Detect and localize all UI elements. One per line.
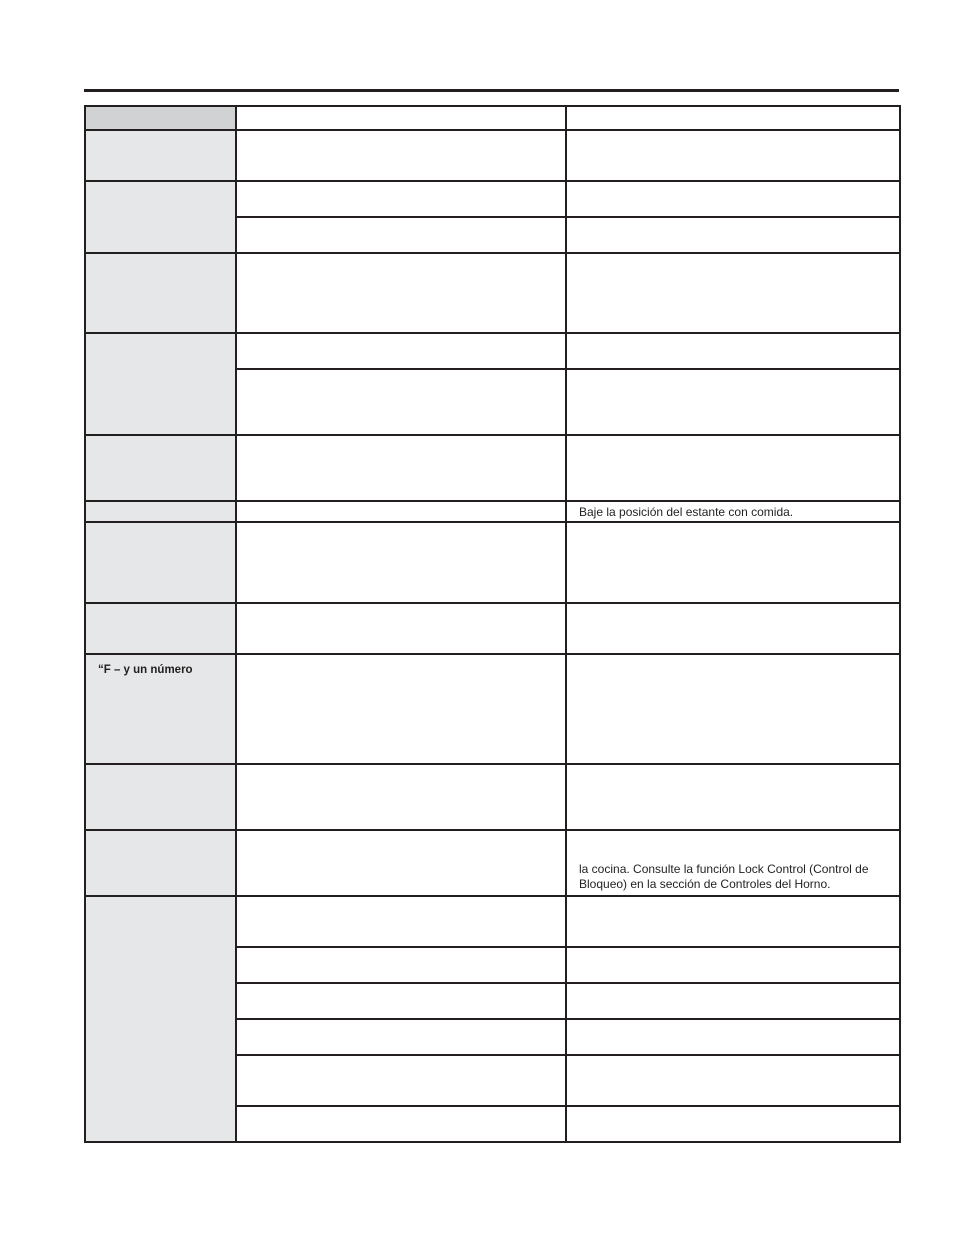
cause-cell	[236, 253, 566, 333]
remedy-cell	[566, 181, 900, 217]
table-row	[85, 896, 900, 947]
table-row	[85, 603, 900, 654]
problem-cell	[85, 130, 236, 181]
problem-cell	[85, 830, 236, 896]
cause-cell	[236, 369, 566, 435]
remedy-cell	[566, 333, 900, 369]
problem-cell	[85, 764, 236, 830]
cause-cell	[236, 333, 566, 369]
problem-cell	[85, 333, 236, 435]
table-row	[85, 253, 900, 333]
table-row	[85, 130, 900, 181]
cause-cell	[236, 181, 566, 217]
remedy-cell	[566, 522, 900, 603]
problem-cell	[85, 253, 236, 333]
remedy-cell	[566, 435, 900, 501]
remedy-text: Baje la posición del estante con comida.	[579, 505, 794, 519]
problem-cell	[85, 181, 236, 253]
cause-cell	[236, 130, 566, 181]
remedy-cell	[566, 654, 900, 764]
remedy-cell	[566, 369, 900, 435]
remedy-cell	[566, 501, 900, 522]
cause-cell	[236, 947, 566, 983]
cause-cell	[236, 522, 566, 603]
problem-cell	[85, 603, 236, 654]
cause-cell	[236, 435, 566, 501]
table-row	[85, 830, 900, 896]
cause-cell	[236, 896, 566, 947]
cause-cell	[236, 1019, 566, 1055]
remedy-cell	[566, 1019, 900, 1055]
remedy-cell	[566, 217, 900, 253]
cause-cell	[236, 983, 566, 1019]
problem-cell	[85, 654, 236, 764]
table-row	[85, 764, 900, 830]
cause-cell	[236, 603, 566, 654]
remedy-text: la cocina. Consulte la función Lock Control (Control de Bloqueo) en la sección de Controles del Horno.	[579, 862, 869, 891]
problem-cell	[85, 896, 236, 1142]
remedy-cell	[566, 253, 900, 333]
top-rule	[84, 89, 899, 92]
header-problem-cell	[85, 106, 236, 130]
problem-label: “F – y un número	[98, 664, 193, 676]
remedy-cell	[566, 603, 900, 654]
cause-cell	[236, 764, 566, 830]
cause-cell	[236, 1106, 566, 1142]
cause-cell	[236, 501, 566, 522]
problem-cell	[85, 435, 236, 501]
cause-cell	[236, 830, 566, 896]
remedy-cell	[566, 764, 900, 830]
table-header-row	[85, 106, 900, 130]
remedy-cell	[566, 947, 900, 983]
table-row	[85, 181, 900, 217]
remedy-cell	[566, 830, 900, 896]
table-row	[85, 522, 900, 603]
cause-cell	[236, 654, 566, 764]
remedy-cell	[566, 1106, 900, 1142]
remedy-cell	[566, 896, 900, 947]
table-row	[85, 501, 900, 522]
table-row	[85, 435, 900, 501]
troubleshooting-table	[84, 105, 901, 1143]
cause-cell	[236, 217, 566, 253]
problem-cell	[85, 501, 236, 522]
table-row	[85, 654, 900, 764]
cause-cell	[236, 1055, 566, 1106]
table-row	[85, 333, 900, 369]
header-cause-cell	[236, 106, 566, 130]
problem-cell	[85, 522, 236, 603]
remedy-cell	[566, 130, 900, 181]
header-remedy-cell	[566, 106, 900, 130]
remedy-cell	[566, 983, 900, 1019]
remedy-cell	[566, 1055, 900, 1106]
